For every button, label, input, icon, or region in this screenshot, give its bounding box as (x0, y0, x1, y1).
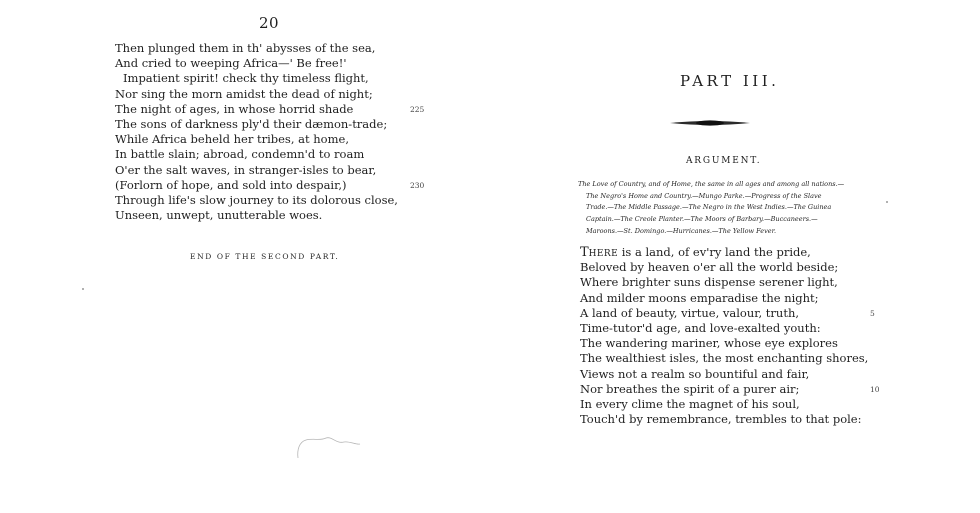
right-poem (580, 245, 880, 427)
poem-line (580, 367, 868, 382)
right-page (490, 0, 980, 513)
poem-line-text: Touch'd by remembrance, trembles to that pole: (580, 412, 862, 427)
poem-line-first (580, 245, 868, 260)
line-number: 230 (410, 180, 425, 190)
poem-line-text: Nor breathes the spirit of a purer air; (580, 381, 800, 396)
line-number: 10 (870, 384, 880, 394)
first-line-rest: is a land, of ev'ry land the pride, (618, 245, 811, 259)
argument-title: ARGUMENT. (686, 156, 762, 166)
poem-line (580, 305, 875, 321)
poem-line (115, 193, 398, 208)
poem-line-text: And cried to weeping Africa—' Be free!' (115, 56, 347, 71)
poem-line-text: (Forlorn of hope, and sold into despair,) (115, 177, 347, 192)
poem-line-text: And milder moons emparadise the night; (580, 290, 819, 305)
page-number: 20 (259, 14, 280, 32)
poem-line-text: Where brighter suns dispense serener light, (580, 275, 838, 290)
poem-line-text: In battle slain; abroad, condemn'd to roam (115, 147, 365, 162)
ornament-rule (670, 116, 750, 130)
part-title: PART III. (680, 72, 780, 90)
poem-line (580, 275, 868, 290)
poem-line-text: In every clime the magnet of his soul, (580, 396, 800, 411)
poem-line-text: The wealthiest isles, the most enchanting shores, (580, 351, 869, 366)
poem-line (580, 260, 868, 275)
poem-line-text: Time-tutor'd age, and love-exalted youth: (580, 320, 821, 335)
stray-pencil-mark (290, 432, 365, 462)
poem-line (580, 351, 868, 366)
poem-line-text: A land of beauty, virtue, valour, truth, (580, 305, 800, 320)
poem-line (580, 321, 868, 336)
poem-line (580, 397, 868, 412)
argument-line: The Love of Country, and of Home, the same in all ages and among all nations.— (578, 180, 845, 188)
poem-line-text: The wandering mariner, whose eye explores (580, 336, 838, 351)
poem-line-text: The night of ages, in whose horrid shade (115, 101, 354, 116)
poem-line-text: Then plunged them in th' abysses of the sea, (115, 41, 376, 55)
end-of-part-label: END OF THE SECOND PART. (190, 252, 340, 261)
drop-capital: T (580, 245, 589, 260)
argument-line: Captain.—The Creole Planter.—The Moors of Barbary.—Buccaneers.— (586, 215, 818, 224)
poem-line (580, 291, 868, 306)
poem-line (115, 147, 398, 162)
poem-line-text: Impatient spirit! check thy timeless flight, (123, 71, 369, 86)
poem-line (115, 208, 398, 223)
poem-line-text: The sons of darkness ply'd their dæmon-trade; (115, 116, 388, 131)
poem-line (115, 101, 425, 117)
poem-line-text: Views not a realm so bountiful and fair, (580, 366, 810, 381)
poem-line-text: While Africa beheld her tribes, at home, (115, 132, 349, 147)
stray-dot (82, 288, 84, 290)
poem-line-text: Unseen, unwept, unutterable woes. (115, 208, 323, 223)
argument-summary (578, 179, 883, 237)
argument-line: Trade.—The Middle Passage.—The Negro in the West Indies.—The Guinea (586, 203, 832, 212)
poem-line (580, 412, 868, 427)
poem-line (115, 71, 398, 86)
argument-line: Maroons.—St. Domingo.—Hurricanes.—The Yellow Fever. (586, 226, 777, 235)
poem-line-text: Through life's slow journey to its dolorous close, (115, 192, 398, 207)
small-caps-word: HERE (588, 249, 619, 259)
poem-line (115, 177, 425, 193)
poem-line (115, 132, 398, 147)
poem-line (580, 336, 868, 351)
poem-line-text: Nor sing the morn amidst the dead of night; (115, 86, 373, 101)
poem-line (115, 41, 398, 56)
poem-line (115, 163, 398, 178)
poem-line (580, 381, 880, 397)
poem-line-text: Beloved by heaven o'er all the world beside; (580, 260, 839, 275)
line-number: 5 (870, 308, 875, 318)
poem-line (115, 87, 398, 102)
poem-line (115, 117, 398, 132)
line-number: 225 (410, 104, 425, 114)
left-poem (115, 41, 425, 223)
poem-line-text: O'er the salt waves, in stranger-isles to bear, (115, 162, 377, 177)
poem-line (115, 56, 398, 71)
stray-dot (886, 201, 888, 203)
argument-line: The Negro's Home and Country.—Mungo Parke.—Progress of the Slave (586, 191, 822, 200)
